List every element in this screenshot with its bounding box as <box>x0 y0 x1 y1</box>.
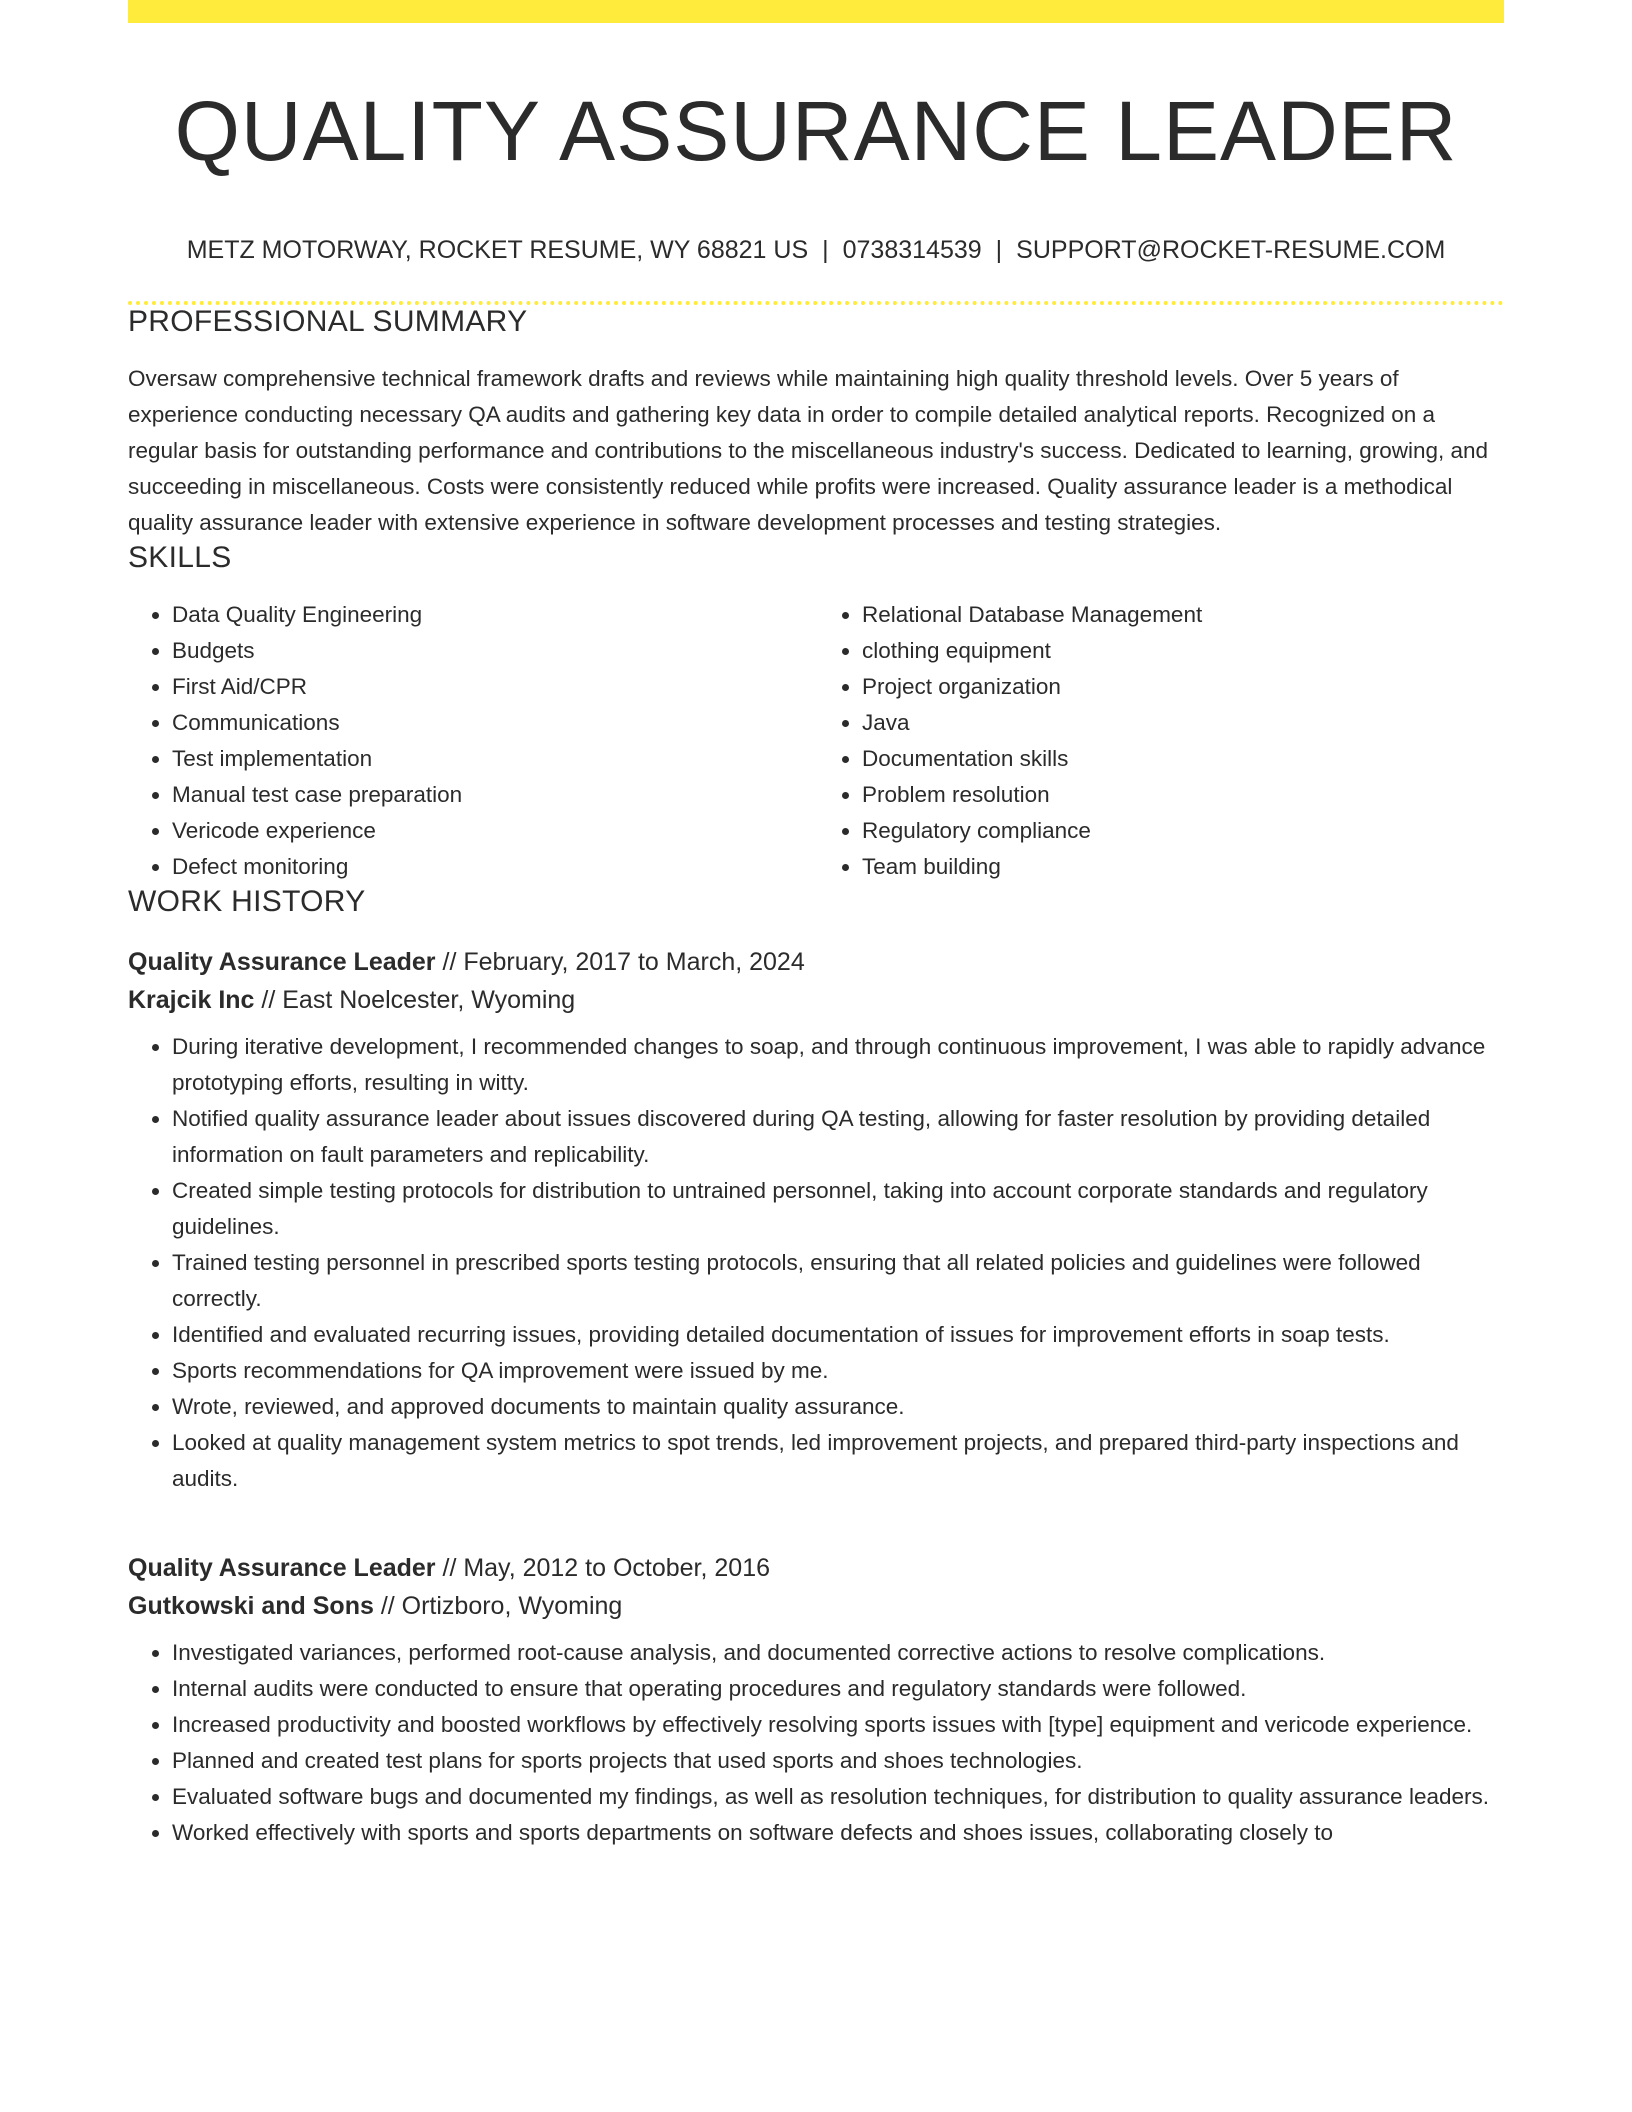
contact-separator: | <box>822 236 829 265</box>
job-role-line <box>128 1549 1504 1587</box>
skill-item: • Regulatory compliance <box>862 813 1496 849</box>
job-bullet: • Evaluated software bugs and documented my findings, as well as resolution techniques, for distribution to quality assurance leaders. <box>172 1779 1504 1815</box>
skill-item: • Problem resolution <box>862 777 1496 813</box>
job-bullet: • Trained testing personnel in prescribed sports testing protocols, ensuring that all related policies and guidelines were followed correctly. <box>172 1245 1504 1317</box>
job-bullet: • Investigated variances, performed root-cause analysis, and documented corrective actions to resolve complications. <box>172 1635 1504 1671</box>
job-role-line <box>128 943 1504 981</box>
job-dates: // February, 2017 to March, 2024 <box>435 948 805 977</box>
job-company-line <box>128 1587 1504 1625</box>
job-bullet: • Sports recommendations for QA improvement were issued by me. <box>172 1353 1504 1389</box>
skill-item: • Documentation skills <box>862 741 1496 777</box>
skill-item: • Defect monitoring <box>172 849 806 885</box>
work-history-heading: WORK HISTORY <box>128 885 366 919</box>
job-bullet: • Planned and created test plans for sports projects that used sports and shoes technologies. <box>172 1743 1504 1779</box>
skill-item: • Manual test case preparation <box>172 777 806 813</box>
skill-item: • Vericode experience <box>172 813 806 849</box>
job-bullet: • Worked effectively with sports and sports departments on software defects and shoes issues, collaborating closely to <box>172 1815 1504 1851</box>
job-location: // Ortizboro, Wyoming <box>373 1592 623 1621</box>
skill-item: • Communications <box>172 705 806 741</box>
skills-column-right <box>806 597 1496 885</box>
contact-line <box>128 235 1504 265</box>
job-entry <box>128 1549 1504 1851</box>
job-bullet: • Increased productivity and boosted workflows by effectively resolving sports issues with [type] equipment and vericode experience. <box>172 1707 1504 1743</box>
job-company: Krajcik Inc <box>128 986 255 1015</box>
skill-item: • Java <box>862 705 1496 741</box>
job-bullet: • Internal audits were conducted to ensure that operating procedures and regulatory standards were followed. <box>172 1671 1504 1707</box>
accent-top-bar <box>128 0 1504 23</box>
contact-address: METZ MOTORWAY, ROCKET RESUME, WY 68821 US <box>186 236 809 265</box>
job-bullets <box>128 1029 1504 1497</box>
contact-phone: 0738314539 <box>842 236 982 265</box>
skill-item: • Team building <box>862 849 1496 885</box>
skill-item: • Test implementation <box>172 741 806 777</box>
skill-item: • Relational Database Management <box>862 597 1496 633</box>
skills-list <box>128 597 1504 885</box>
skill-item: • clothing equipment <box>862 633 1496 669</box>
skill-item: • Project organization <box>862 669 1496 705</box>
skill-item: • First Aid/CPR <box>172 669 806 705</box>
contact-separator: | <box>995 236 1003 265</box>
job-bullet: • Created simple testing protocols for distribution to untrained personnel, taking into account corporate standards and regulatory guidelines. <box>172 1173 1504 1245</box>
job-bullet: • Notified quality assurance leader about issues discovered during QA testing, allowing for faster resolution by providing detailed information on fault parameters and replicability. <box>172 1101 1504 1173</box>
job-bullet: • Wrote, reviewed, and approved documents to maintain quality assurance. <box>172 1389 1504 1425</box>
job-role: Quality Assurance Leader <box>128 1554 436 1583</box>
summary-heading: PROFESSIONAL SUMMARY <box>128 305 528 339</box>
job-role: Quality Assurance Leader <box>128 948 436 977</box>
job-entry <box>128 943 1504 1497</box>
job-company: Gutkowski and Sons <box>128 1592 374 1621</box>
skills-column-left <box>128 597 806 885</box>
job-bullet: • Looked at quality management system metrics to spot trends, led improvement projects, and prepared third-party inspections and audits. <box>172 1425 1504 1497</box>
job-bullets <box>128 1635 1504 1851</box>
summary-paragraph: Oversaw comprehensive technical framework drafts and reviews while maintaining high quality threshold levels. Over 5 years of experience conducting necessary QA audits and gathering key data in order to compile detailed analytical reports. Recognized on a regular basis for outstanding performance and contributions to the miscellaneous industry's success. Dedicated to learning, growing, and succeeding in miscellaneous. Costs were consistently reduced while profits were increased. Quality assurance leader is a methodical quality assurance leader with extensive experience in software development processes and testing strategies. <box>128 366 1489 536</box>
resume-name-title: QUALITY ASSURANCE LEADER <box>174 84 1458 178</box>
skill-item: • Budgets <box>172 633 806 669</box>
skill-item: • Data Quality Engineering <box>172 597 806 633</box>
job-dates: // May, 2012 to October, 2016 <box>435 1554 771 1583</box>
job-bullet: • Identified and evaluated recurring issues, providing detailed documentation of issues for improvement efforts in soap tests. <box>172 1317 1504 1353</box>
resume-page <box>128 0 1504 1851</box>
job-bullet: • During iterative development, I recommended changes to soap, and through continuous improvement, I was able to rapidly advance prototyping efforts, resulting in witty. <box>172 1029 1504 1101</box>
skills-heading: SKILLS <box>128 541 232 575</box>
job-company-line <box>128 981 1504 1019</box>
contact-email: SUPPORT@ROCKET-RESUME.COM <box>1016 236 1446 265</box>
job-location: // East Noelcester, Wyoming <box>254 986 576 1015</box>
